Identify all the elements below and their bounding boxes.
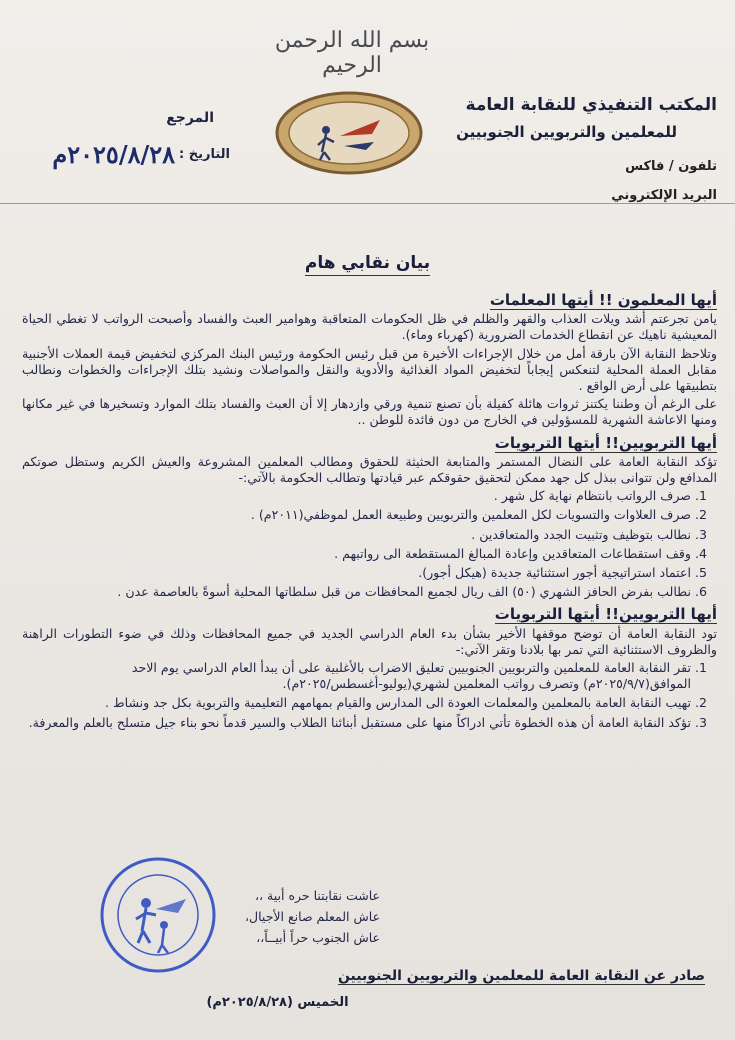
reference-label: المرجع — [166, 110, 214, 126]
phone-fax-label: تلفون / فاكس — [625, 159, 717, 174]
header-separator — [0, 203, 735, 204]
date-row — [30, 140, 230, 169]
section-1-heading: أيها المعلمون !! أيتها المعلمات — [489, 291, 717, 309]
letterhead-left — [30, 110, 230, 169]
list-item: 1. صرف الرواتب بانتظام نهاية كل شهر . — [22, 488, 691, 504]
section-3-paragraph: تود النقابة العامة أن توضح موقفها الأخير بشأن بدء العام الدراسي الجديد في جميع المحافظات وذلك في ضوء التطورات الراهنة والظروف الاستثنائية التي تمر بها بلادنا وتقر الآتي:- — [22, 625, 717, 657]
list-item: 2. تهيب النقابة العامة بالمعلمين والمعلمات العودة الى المدارس والقيام بمهامهم التعليمية والتربوية بكل جد ونشاط . — [22, 695, 691, 711]
section-3-heading: أيها التربويين!! أيتها التربويات — [494, 605, 717, 624]
closing-line: عاش المعلم صانع الأجيال، — [245, 909, 381, 924]
statement-body — [22, 286, 717, 734]
section-2-heading: أيها التربويين!! أيتها التربويات — [494, 433, 717, 452]
stamp-figure-head — [141, 898, 151, 908]
union-stamp — [98, 855, 218, 975]
closing-line: عاش الجنوب حراً أبيــاً،، — [256, 930, 381, 945]
section-1-paragraph: وتلاحظ النقابة الآن بارقة أمل من خلال الإجراءات الأخيرة من قبل رئيس الحكومة ورئيس البنك المركزي لتخفيض قيمة العملات الأجنبية مقابل العملة المحلية لتنعكس إيجاباً لتخفيض المواد الغذائية والأدوية والنقل والمواصلات ونشيد بتلك الإجراءات والخطوات ونطالب بتطبيقها على أرض الواقع . — [22, 345, 717, 394]
logo-figure-head — [322, 126, 330, 134]
closing-line: عاشت نقابتنا حره أبية ،، — [255, 888, 381, 903]
list-item: 4. وقف استقطاعات المتعاقدين وإعادة المبالغ المستقطعة الى رواتبهم . — [22, 546, 691, 562]
statement-title: بيان نقابي هام — [0, 253, 735, 273]
list-item: 1. تقر النقابة العامة للمعلمين والتربويين الجنوبيين تعليق الاضراب بالأغلبية على أن يبدأ العام الدراسي يوم الاحد الموافق(٢٠٢٥/٩/٧م) وتصرف رواتب المعلمين لشهري(يوليو-أغسطس/٢٠٢٥م). — [22, 660, 691, 692]
section-1-paragraph: على الرغم أن وطننا يكتنز ثروات هائلة كفيلة بأن تصنع تنمية ورقي وازدهار إلا أن العبث والفساد بتلك الموارد وتسخيرها في غير مكانها ومنها الاعاشة الشهرية للمسؤولين في الخارج من دون فائدة للوطن .. — [22, 396, 717, 428]
org-name-line2: للمعلمين والتربويين الجنوبيين — [456, 123, 677, 141]
email-label: البريد الإلكتروني — [611, 188, 717, 203]
list-item: 3. تؤكد النقابة العامة أن هذه الخطوة تأتي ادراكاً منها على مستقبل أبنائنا الطلاب والسير قدماً نحو بناء جيل متسلح بالعلم والمعرفة. — [22, 715, 691, 731]
basmala-calligraphy: بسم الله الرحمن الرحيم — [274, 28, 430, 78]
issue-date: الخميس (٢٠٢٥/٨/٢٨م) — [206, 995, 349, 1010]
section-2-paragraph: تؤكد النقابة العامة على النضال المستمر والمتابعة الحثيثة للحقوق ومطالب المعلمين المشروعة والعيش الكريم وستظل صوتكم المدافع ولن تتوانى ببذل كل جهد ممكن لتحقيق حقوقكم عبر قيادتها وتطالب الحكومة بالآتي:- — [22, 453, 717, 486]
letterhead-right — [417, 95, 717, 203]
decisions-list — [22, 660, 717, 731]
org-name-line1: المكتب التنفيذي للنقابة العامة — [465, 95, 717, 115]
issuer-line: صادر عن النقابة العامة للمعلمين والتربويين الجنوبيين — [337, 968, 705, 984]
list-item: 6. نطالب بفرض الحافز الشهري (٥٠) الف ريال لجميع المحافظات من قبل سلطاتها المحلية أسوةً بالعاصمة عدن . — [22, 584, 691, 600]
stamp-child-head — [160, 921, 168, 929]
date-label: التاريخ : — [179, 147, 230, 162]
demands-list — [22, 488, 717, 600]
closing-slogans — [245, 885, 380, 948]
list-item: 3. نطالب بتوظيف وتثبيت الجدد والمتعاقدين . — [22, 527, 691, 543]
section-1-paragraph: يامن تجرعتم أشد ويلات العذاب والقهر والظلم في ظل الحكومات المتعاقبة وهوامير العبث والفساد وأصبحت الرواتب لا تغطي الحياة المعيشية ناهيك عن انقطاع الخدمات الضرورية (كهرباء وماء). — [22, 311, 717, 343]
list-item: 5. اعتماد استراتيجية أجور استثنائية جديدة (هيكل أجور). — [22, 565, 691, 581]
date-value-handwritten: ٢٠٢٥/٨/٢٨م — [52, 140, 176, 169]
union-logo — [274, 90, 424, 176]
list-item: 2. صرف العلاوات والتسويات لكل المعلمين والتربويين وطبيعة العمل لموظفي(٢٠١١م) . — [22, 507, 691, 523]
